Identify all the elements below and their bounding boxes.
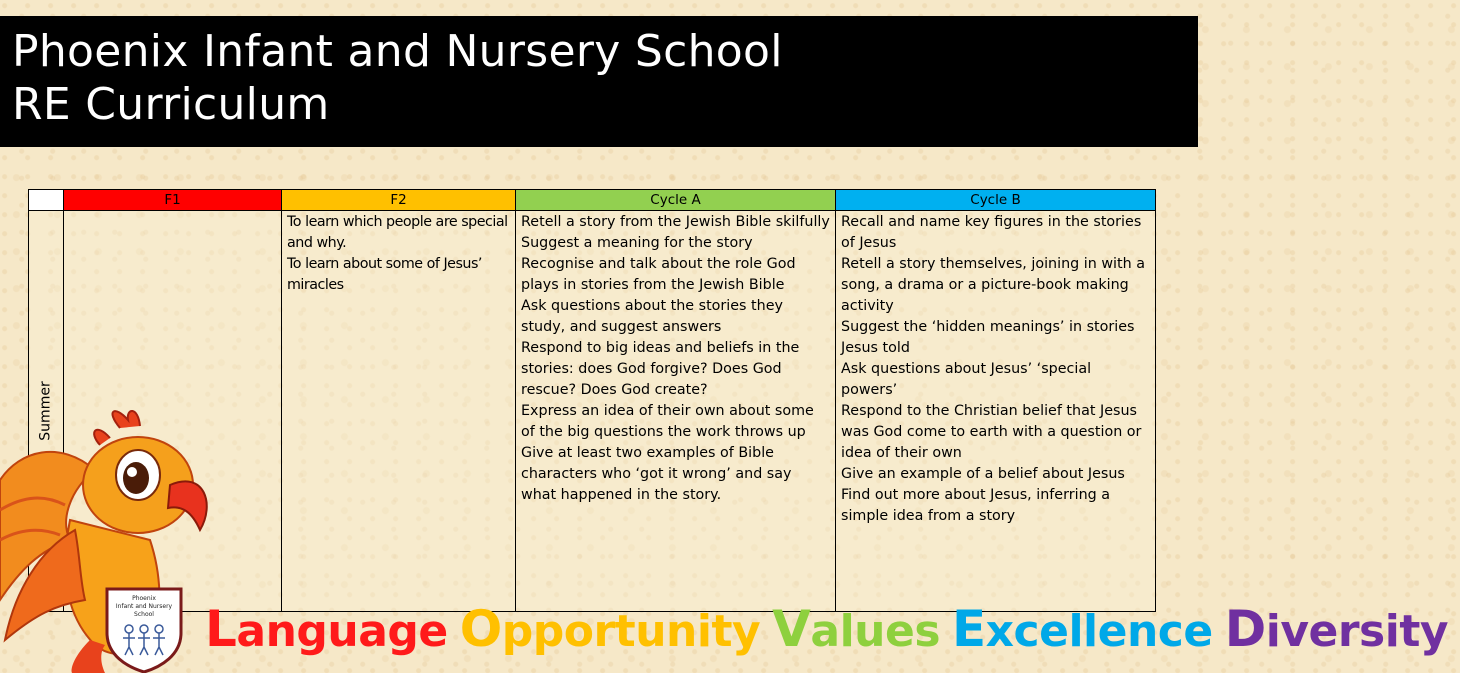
value-opportunity xyxy=(459,600,761,658)
cycle-a-objective: Ask questions about the stories they study, and suggest answers xyxy=(521,298,783,335)
cycle-a-cell xyxy=(516,211,836,612)
value-initial: D xyxy=(1224,600,1266,658)
value-rest: anguage xyxy=(236,606,448,657)
cycle-a-objective: Suggest a meaning for the story xyxy=(521,235,753,251)
cycle-b-objective: Ask questions about Jesus’ ‘special powers’ xyxy=(841,361,1092,398)
school-name: Phoenix Infant and Nursery School xyxy=(12,26,783,77)
cycle-b-objective: Respond to the Christian belief that Jesus was God come to earth with a question or idea of their own xyxy=(841,403,1142,461)
f2-objective: To learn about some of Jesus’ miracles xyxy=(287,256,482,293)
column-header-f1: F1 xyxy=(64,190,282,211)
cycle-b-objective: Find out more about Jesus, inferring a simple idea from a story xyxy=(841,487,1111,524)
school-values xyxy=(205,596,1460,666)
page-title: RE Curriculum xyxy=(12,79,330,130)
value-rest: pportunity xyxy=(501,606,761,657)
value-initial: E xyxy=(952,600,986,658)
cycle-b-objective: Suggest the ‘hidden meanings’ in stories Jesus told xyxy=(841,319,1135,356)
cycle-a-objective: Recognise and talk about the role God plays in stories from the Jewish Bible xyxy=(521,256,796,293)
badge-line2: Infant and Nursery xyxy=(115,603,173,610)
value-initial: V xyxy=(772,600,811,658)
value-excellence xyxy=(952,600,1213,658)
badge-line3: School xyxy=(134,611,154,618)
value-values xyxy=(772,600,941,658)
badge-line1: Phoenix xyxy=(132,595,156,602)
column-header-cycle-a: Cycle A xyxy=(516,190,836,211)
cycle-a-objective: Respond to big ideas and beliefs in the stories: does God forgive? Does God rescue? Does God create? xyxy=(521,340,800,398)
corner-header xyxy=(29,190,64,211)
cycle-b-objective: Recall and name key figures in the stories of Jesus xyxy=(841,214,1142,251)
value-diversity xyxy=(1224,600,1449,658)
f2-objective: To learn which people are special and why. xyxy=(287,214,508,251)
value-initial: L xyxy=(205,600,237,658)
value-rest: alues xyxy=(810,606,941,657)
title-banner xyxy=(0,16,1198,147)
cycle-a-objective: Express an idea of their own about some of the big questions the work throws up xyxy=(521,403,814,440)
value-rest: xcellence xyxy=(985,606,1213,657)
term-label: Summer xyxy=(37,381,54,441)
cycle-a-objective: Retell a story from the Jewish Bible skilfully xyxy=(521,214,830,230)
value-language xyxy=(205,600,448,658)
school-badge-image xyxy=(103,585,185,673)
column-header-cycle-b: Cycle B xyxy=(836,190,1156,211)
header-row xyxy=(29,190,1156,211)
cycle-b-cell xyxy=(836,211,1156,612)
cycle-b-objective: Retell a story themselves, joining in with a song, a drama or a picture-book making activity xyxy=(841,256,1145,314)
f2-cell xyxy=(282,211,516,612)
value-initial: O xyxy=(459,600,502,658)
cycle-b-objective: Give an example of a belief about Jesus xyxy=(841,466,1125,482)
cycle-a-objective: Give at least two examples of Bible characters who ‘got it wrong’ and say what happened in the story. xyxy=(521,445,792,503)
column-header-f2: F2 xyxy=(282,190,516,211)
value-rest: iversity xyxy=(1265,606,1449,657)
